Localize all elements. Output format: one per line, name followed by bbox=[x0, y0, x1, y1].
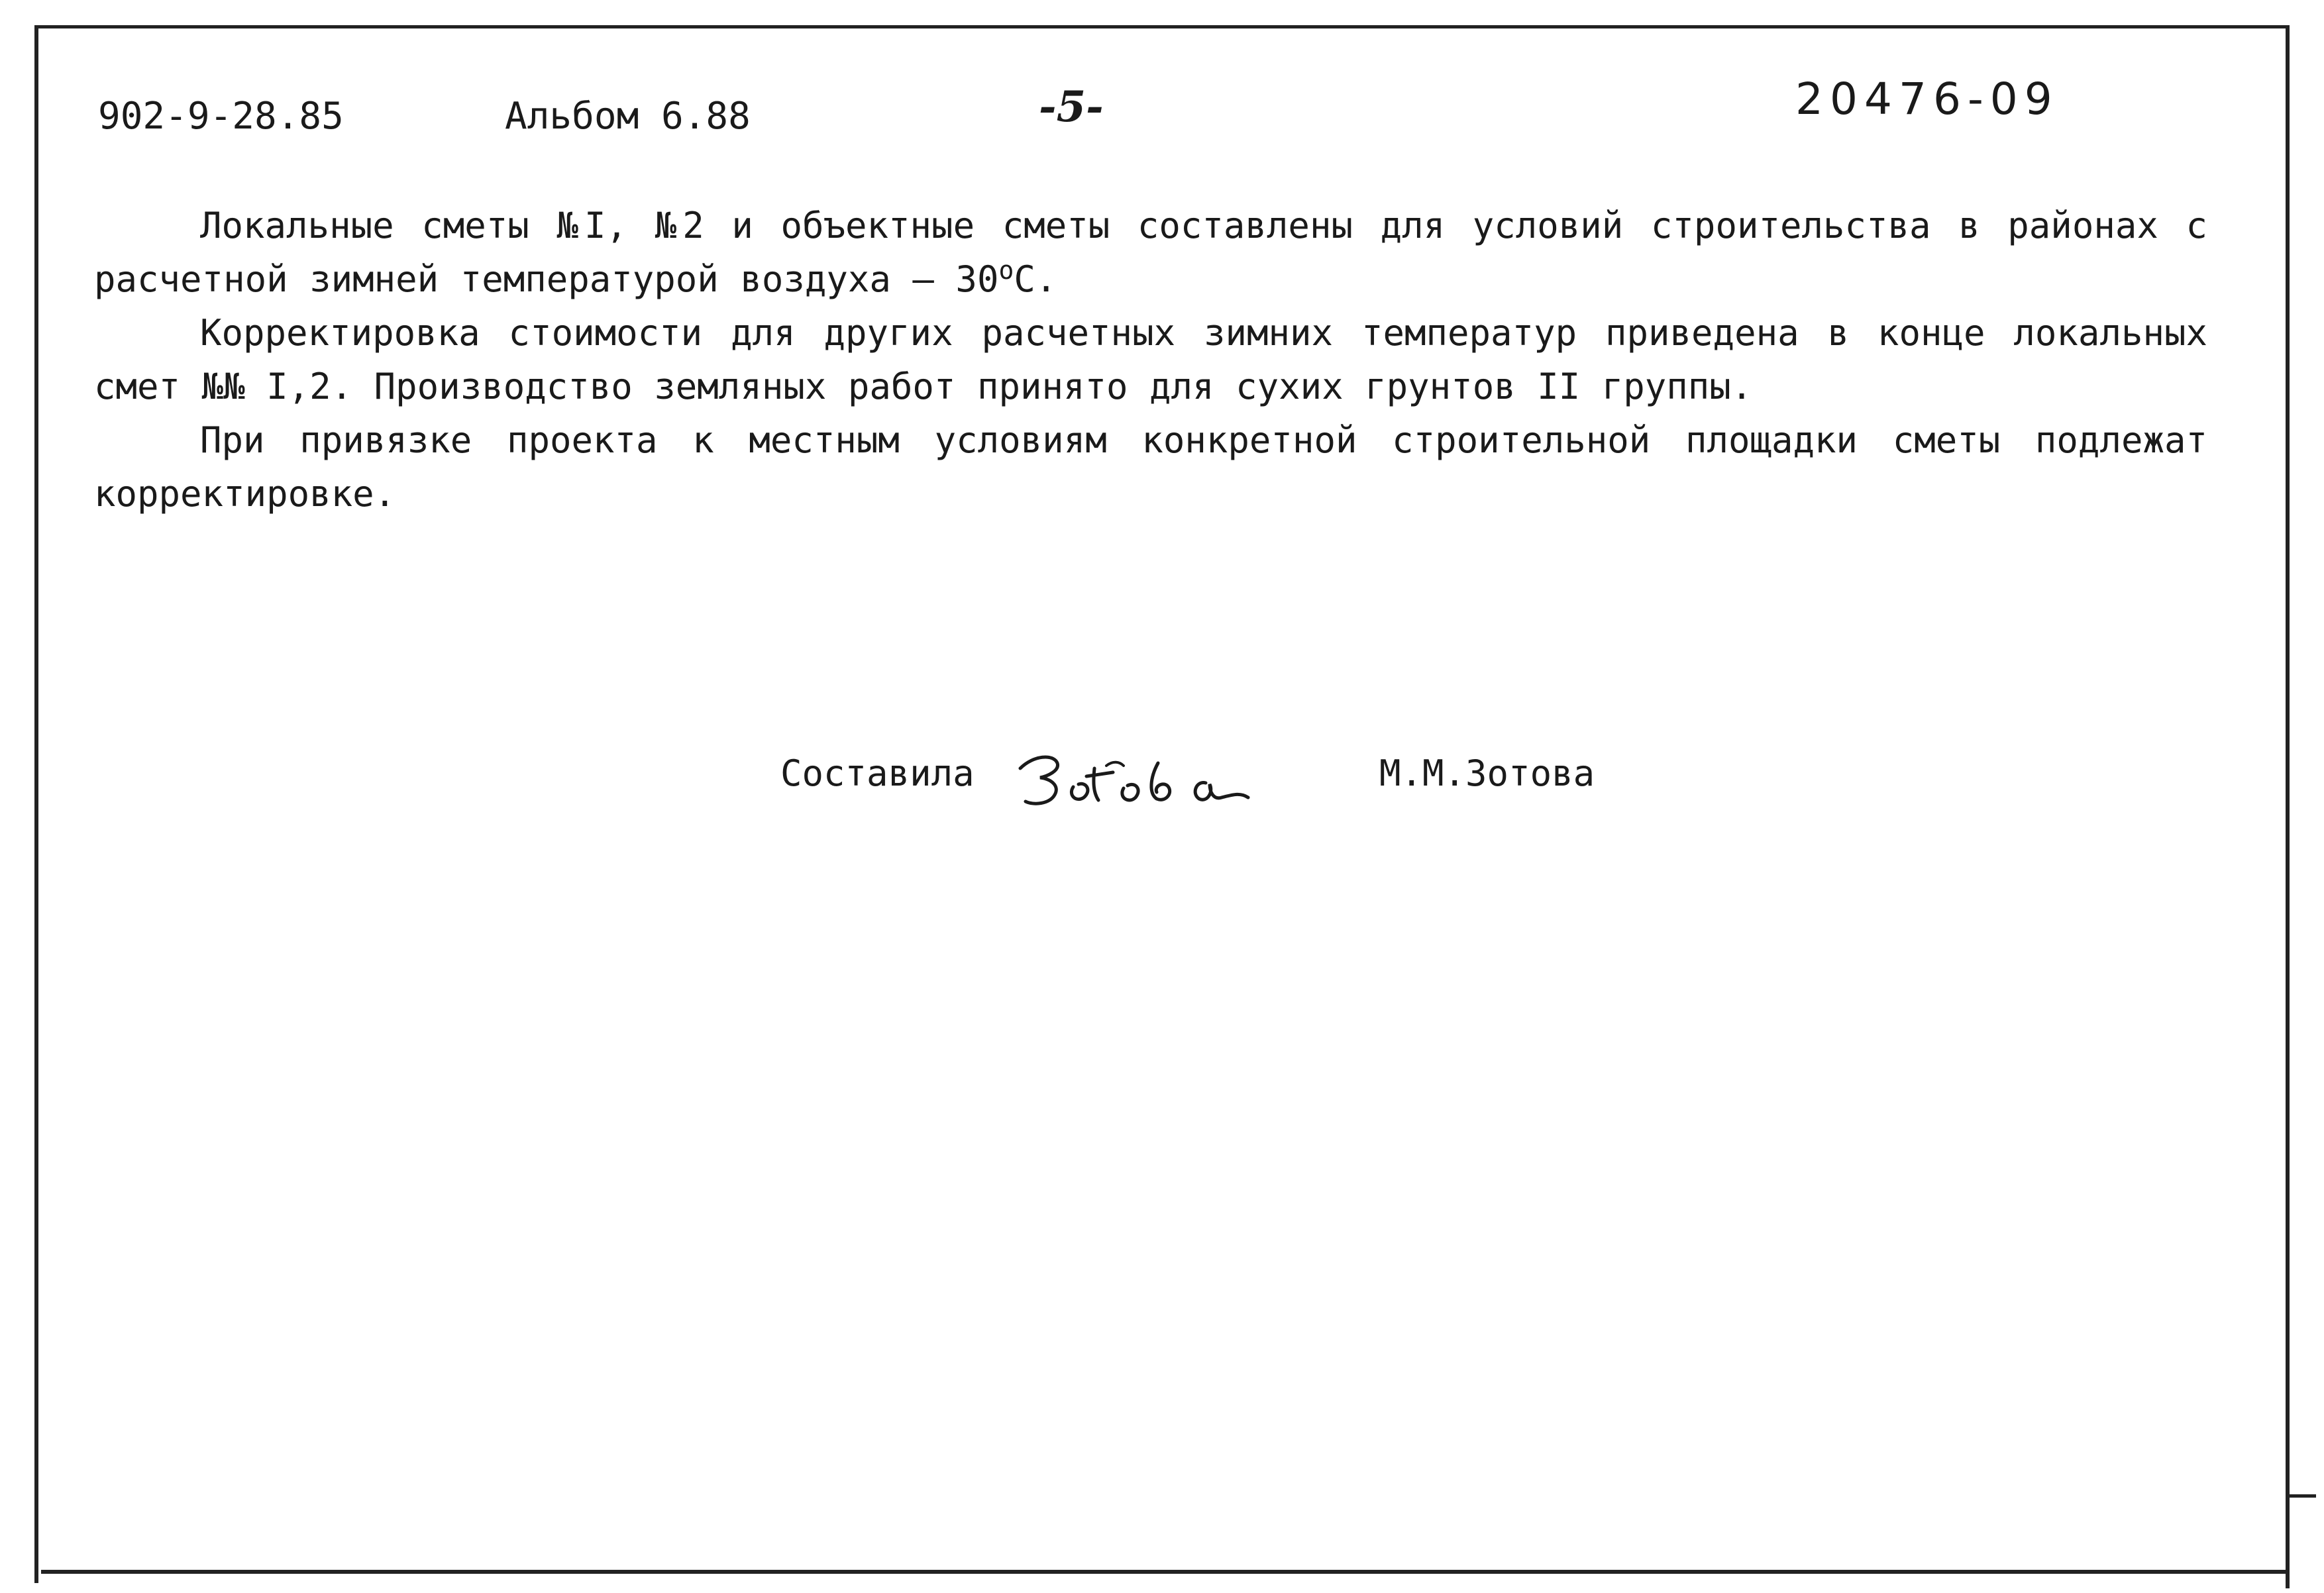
album-label: Альбом 6.88 bbox=[505, 95, 751, 138]
handwritten-signature bbox=[1007, 729, 1298, 821]
frame-bottom-line bbox=[41, 1570, 2290, 1574]
page-number: -5- bbox=[1039, 82, 1104, 132]
signature-label: Составила bbox=[780, 752, 975, 794]
paragraph-3: При привязке проекта к местным условиям конкретной строительной площадки сметы подлежат корректировке. bbox=[94, 419, 2207, 515]
registration-number: 20476-09 bbox=[1795, 74, 2059, 125]
frame-tick-mark bbox=[2290, 1494, 2316, 1498]
paragraph-2: Корректировка стоимости для других расчетных зимних температур приведена в конце локальных смет №№ I,2. Производство земляных работ принято для сухих грунтов II группы. bbox=[94, 312, 2207, 407]
frame-top-line bbox=[34, 25, 2290, 28]
paragraph-1-unit: С. bbox=[1014, 258, 1057, 300]
signature-block bbox=[0, 729, 2324, 835]
paragraph-1 bbox=[94, 199, 2207, 306]
document-body bbox=[94, 199, 2207, 521]
document-code: 902-9-28.85 bbox=[98, 95, 344, 138]
author-name: М.М.Зотова bbox=[1379, 752, 1595, 794]
degree-sign: о bbox=[998, 256, 1014, 285]
paragraph-1-text: Локальные сметы №I, №2 и объектные сметы составлены для условий строительства в районах с расчетной зимней температурой воздуха – 30 bbox=[94, 205, 2207, 300]
